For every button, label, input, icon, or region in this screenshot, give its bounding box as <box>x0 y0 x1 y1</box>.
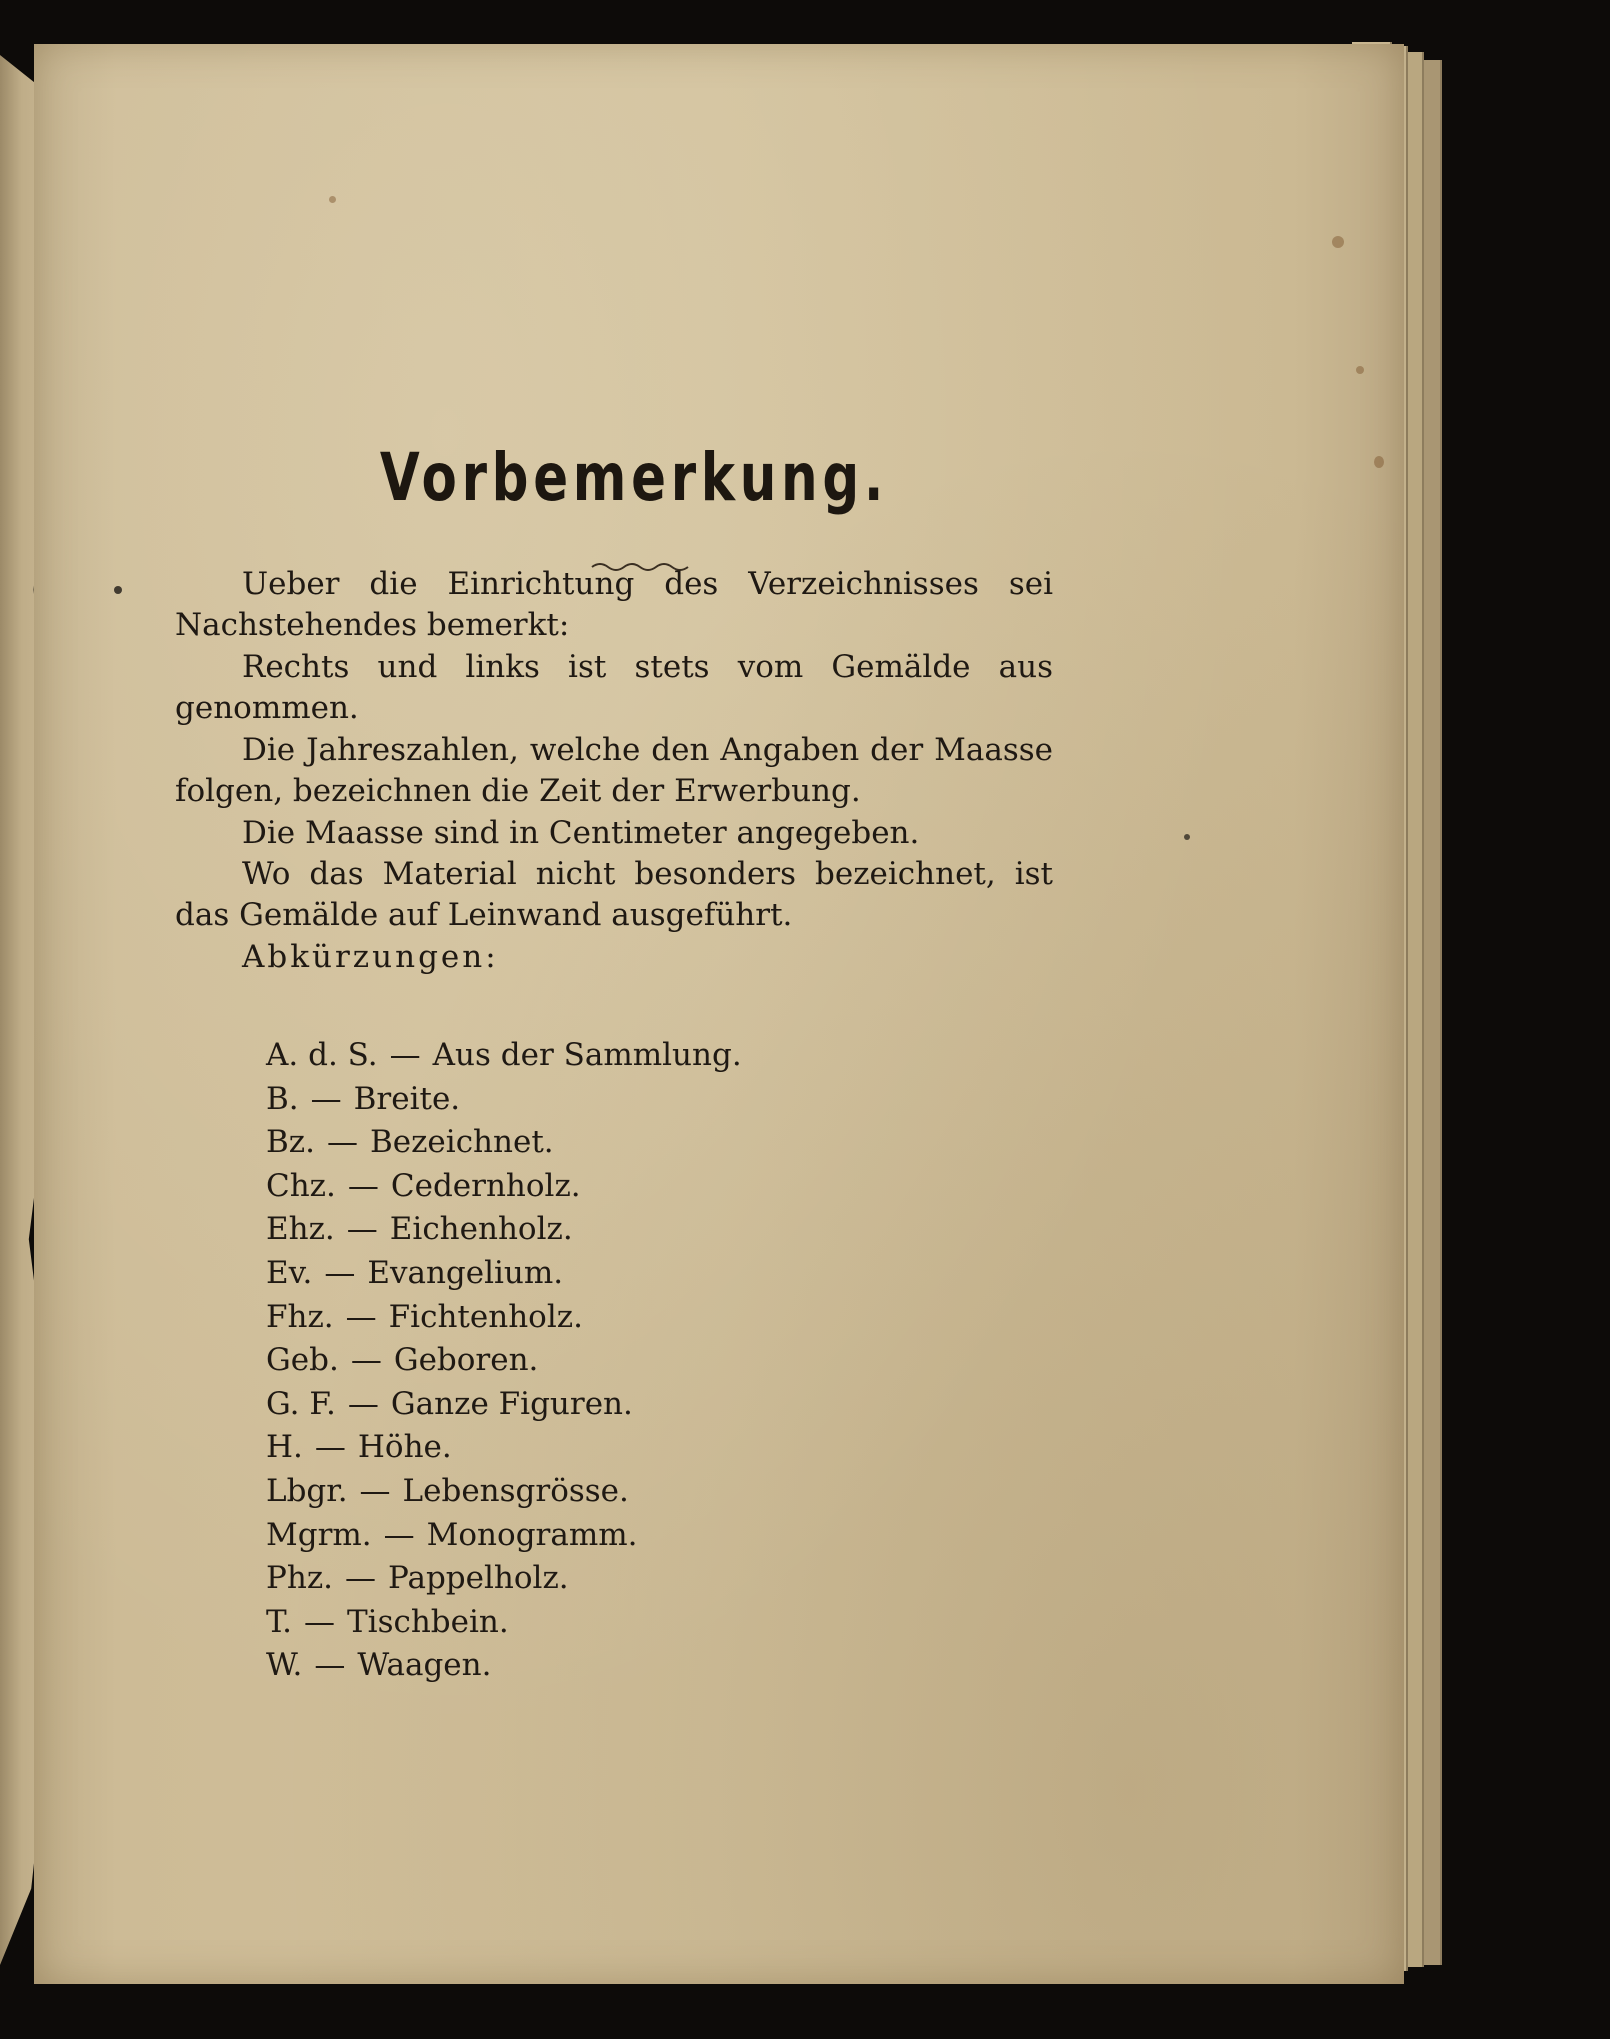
orientation-paragraph <box>175 647 1053 729</box>
abbreviations-heading: Abkürzungen: <box>242 939 499 975</box>
dash: — <box>389 1037 421 1073</box>
dash: — <box>326 1124 358 1161</box>
book-page <box>34 44 1404 1984</box>
abbreviation-item <box>266 1644 742 1688</box>
dash: — <box>314 1429 346 1466</box>
dash: — <box>345 1560 377 1597</box>
abbreviation: Bz. <box>266 1124 315 1161</box>
abbreviation: T. <box>266 1603 292 1640</box>
dash: — <box>359 1472 391 1509</box>
abbreviation-item <box>266 1514 742 1558</box>
text-line: genommen. <box>175 690 359 726</box>
text-line: Rechts und links ist stets vom Gemälde aus <box>242 649 1053 685</box>
text-line: Nachstehendes bemerkt: <box>175 607 570 643</box>
abbreviation-meaning: Geboren. <box>393 1342 539 1379</box>
abbreviation-item <box>266 1426 742 1470</box>
text-line: Ueber die Einrichtung des Verzeichnisses sei <box>242 566 1053 602</box>
dash: — <box>314 1647 346 1684</box>
abbreviation: Geb. <box>266 1342 339 1379</box>
year-paragraph <box>175 730 1053 812</box>
abbreviation: Phz. <box>266 1560 334 1597</box>
dash: — <box>350 1342 382 1379</box>
abbreviation: G. F. <box>266 1385 336 1422</box>
abbreviation: A. d. S. <box>266 1037 378 1073</box>
abbreviation-item <box>266 1601 742 1645</box>
abbreviation-meaning: Fichtenholz. <box>388 1298 583 1335</box>
text-line: das Gemälde auf Leinwand ausgeführt. <box>175 897 793 933</box>
abbreviation-item <box>266 1296 742 1340</box>
text-line: Die Maasse sind in Centimeter angegeben. <box>242 815 920 851</box>
dash: — <box>303 1603 335 1640</box>
foxing-spot <box>1332 236 1344 248</box>
abbreviation-item <box>266 1165 742 1209</box>
abbreviation-meaning: Ganze Figuren. <box>390 1385 633 1422</box>
abbreviation-meaning: Tischbein. <box>346 1603 509 1640</box>
abbreviation-item <box>266 1034 742 1078</box>
dash: — <box>345 1298 377 1335</box>
material-paragraph <box>175 854 1053 936</box>
abbreviation-meaning: Eichenholz. <box>389 1211 573 1248</box>
dash: — <box>347 1167 379 1204</box>
abbreviation-meaning: Cedernholz. <box>390 1167 581 1204</box>
abbreviation-meaning: Evangelium. <box>367 1254 564 1291</box>
abbreviation-item <box>266 1470 742 1514</box>
dash: — <box>346 1211 378 1248</box>
dash: — <box>347 1385 379 1422</box>
abbreviation: Ev. <box>266 1254 313 1291</box>
abbreviation: B. <box>266 1080 299 1117</box>
abbreviation: Lbgr. <box>266 1472 348 1509</box>
abbreviation-item <box>266 1208 742 1252</box>
abbreviation-meaning: Breite. <box>353 1080 461 1117</box>
abbreviations-heading-block <box>175 937 1053 978</box>
abbreviation-item <box>266 1121 742 1165</box>
abbreviation-meaning: Bezeichnet. <box>369 1124 554 1161</box>
dash: — <box>324 1254 356 1291</box>
abbreviations-list <box>266 1034 742 1688</box>
abbreviation: Chz. <box>266 1167 336 1204</box>
heading-container <box>34 44 1404 516</box>
text-line: Die Jahreszahlen, welche den Angaben der Maasse <box>242 732 1053 768</box>
abbreviation-meaning: Aus der Sammlung. <box>432 1037 742 1073</box>
abbreviation-meaning: Monogramm. <box>426 1516 638 1553</box>
abbreviation-meaning: Waagen. <box>357 1647 492 1684</box>
text-line: Wo das Material nicht besonders bezeichnet, ist <box>242 856 1053 892</box>
abbreviation-item <box>266 1078 742 1122</box>
dash: — <box>383 1516 415 1553</box>
page-title: Vorbemerkung. <box>379 439 889 516</box>
foxing-spot <box>1374 456 1384 468</box>
abbreviation-meaning: Pappelholz. <box>388 1560 569 1597</box>
abbreviation: H. <box>266 1429 303 1466</box>
abbreviation-item <box>266 1252 742 1296</box>
dash: — <box>310 1080 342 1117</box>
abbreviation: Ehz. <box>266 1211 335 1248</box>
abbreviation-meaning: Höhe. <box>357 1429 452 1466</box>
text-line: folgen, bezeichnen die Zeit der Erwerbung. <box>175 773 861 809</box>
abbreviation: Mgrm. <box>266 1516 372 1553</box>
abbreviation-item <box>266 1383 742 1427</box>
foxing-spot <box>1356 366 1364 374</box>
ink-dot <box>1184 834 1190 840</box>
abbreviation: Fhz. <box>266 1298 334 1335</box>
ink-dot <box>114 586 122 594</box>
abbreviation-item <box>266 1339 742 1383</box>
abbreviation: W. <box>266 1647 303 1684</box>
measure-paragraph <box>175 813 1053 854</box>
intro-paragraph <box>175 564 1053 646</box>
abbreviation-meaning: Lebensgrösse. <box>402 1472 629 1509</box>
foxing-spot <box>329 196 336 203</box>
abbreviation-item <box>266 1557 742 1601</box>
